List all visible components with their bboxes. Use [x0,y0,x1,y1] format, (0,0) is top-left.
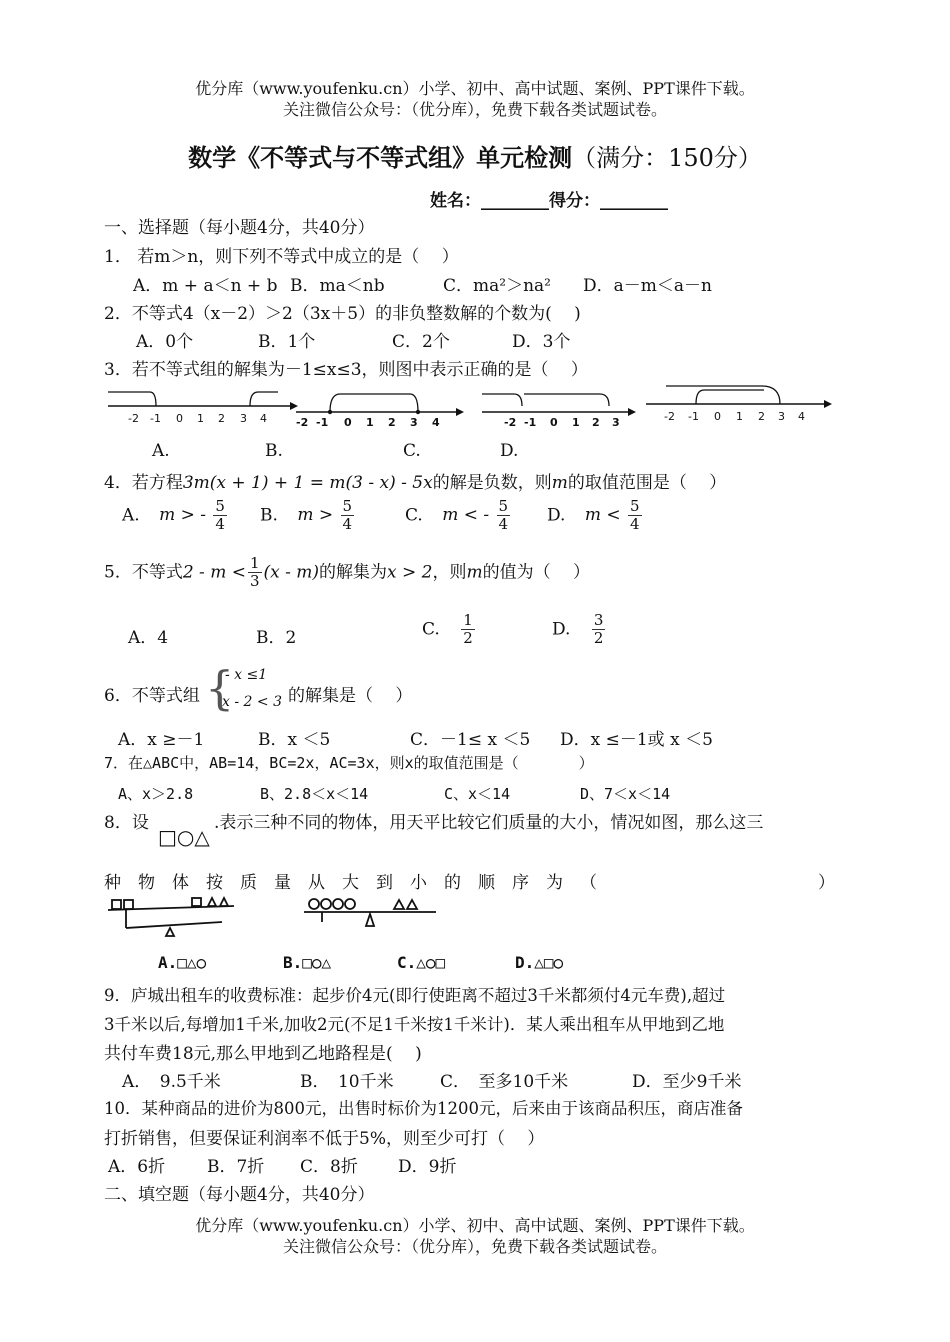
tick-d-6: 3 [778,410,785,423]
q5-option-d-label: D. [552,619,571,640]
q6-brace: { [205,661,235,715]
q10-line-1: 10．某种商品的进价为800元，出售时标价为1200元，后来由于该商品积压，商店准备 [104,1099,743,1118]
q1-stem: 1． 若m＞n，则下列不等式中成立的是（ ） [104,247,459,267]
tick-d-5: 2 [758,410,765,423]
square-icon [124,900,133,909]
q7-option-c: C、x＜14 [444,785,511,803]
q4-option-c-label: C. [405,505,423,526]
circle-icon [333,899,343,909]
q5-lhs: 2 - m < [182,562,246,583]
circle-icon [309,899,319,909]
q4-option-a [122,498,229,534]
q1-option-c: C．ma²＞na² [443,276,551,296]
q7-option-d: D、7＜x＜14 [580,785,671,803]
q5-rhs: (x - m) [263,562,320,583]
q6-option-c: C．－1≤ x ＜5 [410,730,531,750]
q5-option-d [552,612,607,648]
triangle-icon [220,898,228,906]
tick-d-2: -1 [688,410,699,423]
q5-d-num: 3 [593,611,604,629]
balance-left-arm [126,922,222,928]
q9-line-2: 3千米以后,每增加1千米,加收2元(不足1千米按1千米计)．某人乘出租车从甲地到乙地 [104,1015,725,1034]
q4-option-a-label: A. [122,505,140,526]
q1-option-a: A．m + a＜n + b [133,276,278,296]
q5-frac [248,555,262,591]
number-line-c [482,394,636,429]
q3-option-d: D. [500,441,519,461]
tick-d-4: 1 [736,410,743,423]
q5-option-c [422,612,477,648]
q4-option-b [260,498,356,534]
q4-stem-b: 的解是负数，则 [432,473,552,493]
q5-d-den: 2 [593,629,604,648]
section-1-heading: 一、选择题（每小题4分，共40分） [104,218,375,238]
q4-a-den: 4 [215,515,225,534]
q5-c-den: 2 [463,629,473,648]
q3-stem: 3．若不等式组的解集为－1≤x≤3，则图中表示正确的是（ ） [104,360,588,380]
q2-option-d: D．3个 [512,332,571,352]
q6-inequality-2: x - 2 < 3 [222,694,282,710]
q9-line-3: 共付车费18元,那么甲地到乙地路程是( ) [104,1044,422,1064]
q8-stem-c: 种物体按质量从大到小的顺序为（ ） [104,873,852,893]
number-line-d [646,386,832,423]
q9-option-c: C． 至多10千米 [440,1072,569,1092]
q4-b-num: 5 [342,497,353,515]
q10-option-b: B．7折 [207,1157,265,1177]
balance-right [304,899,436,926]
triangle-icon [407,900,417,909]
footer-line-1: 优分库（www.youfenku.cn）小学、初中、高中试题、案例、PPT课件下载。 [195,1216,755,1235]
tick-c-4: 1 [572,416,580,429]
q4-option-b-frac [341,498,355,534]
number-line-b [296,394,464,429]
q9-option-b: B． 10千米 [300,1072,394,1092]
q4-option-c-frac [497,498,511,534]
title-main: 数学《不等式与不等式组》单元检测 [188,143,573,172]
q4-option-d-label: D. [547,505,566,526]
q5-frac-den: 3 [249,572,260,591]
name-score-line: 姓名：________得分：________ [430,191,668,211]
tick-a-7: 4 [260,412,267,425]
circle-icon [345,899,355,909]
q5-solution: x > 2 [387,562,433,583]
q4-equation: 3m(x + 1) + 1 = m(3 - x) - 5x [182,473,433,493]
q4-c-num: 5 [498,497,509,515]
q9-option-a: A． 9.5千米 [122,1072,221,1092]
tick-c-1: -2 [504,416,517,429]
title-score: （满分：150分） [572,144,762,172]
ticks-a [128,412,267,425]
header-line-2: 关注微信公众号：（优分库），免费下载各类试题试卷。 [282,100,667,119]
q4-b-den: 4 [342,515,353,534]
q8-option-c: C.△○□ [397,953,446,972]
q6-option-d: D．x ≤－1或 x ＜5 [560,730,713,750]
tick-b-1: -2 [296,416,309,429]
q8-stem-b: .表示三种不同的物体，用天平比较它们质量的大小，情况如图，那么这三 [214,813,764,833]
q4-c-den: 4 [498,515,509,534]
q2-option-b: B．1个 [258,332,316,352]
tick-b-7: 4 [432,416,440,429]
q5-option-c-label: C. [422,619,440,640]
ticks-b [296,416,440,429]
q4-option-c-expr: m < - [442,505,490,526]
square-icon [112,900,121,909]
q2-option-a: A．0个 [136,332,194,352]
q8-stem-a: 8．设 [104,813,149,833]
tick-b-4: 1 [366,416,374,429]
circle-icon [321,899,331,909]
q5-c-num: 1 [463,611,473,629]
q4-var: m [551,473,568,493]
tick-d-3: 0 [714,410,721,423]
q10-option-a: A．6折 [108,1157,166,1177]
q5-stem-c: ，则 [432,562,467,583]
q8-shapes: □○△ [158,825,210,849]
tick-b-5: 2 [388,416,396,429]
q6-stem-a: 6．不等式组 [104,686,200,706]
tick-a-6: 3 [240,412,247,425]
ticks-d [664,410,805,423]
tick-a-1: -2 [128,412,139,425]
q6-stem-b: 的解集是（ ） [288,686,413,706]
q7-option-a: A、x＞2.8 [118,785,194,803]
tick-c-6: 3 [612,416,620,429]
q1-option-b: B．ma＜nb [290,276,385,296]
q6-option-a: A．x ≥－1 [118,730,205,750]
q4-stem [104,468,726,493]
q4-option-d-frac [628,498,642,534]
q5-stem [104,555,590,591]
tick-d-1: -2 [664,410,675,423]
q4-option-b-expr: m > [297,505,334,526]
fulcrum-icon [366,914,374,926]
tick-a-5: 2 [218,412,225,425]
fulcrum-icon [166,928,174,936]
tick-c-2: -1 [524,416,537,429]
q5-stem-d: 的值为（ ） [482,562,591,583]
tick-b-6: 3 [410,416,418,429]
section-2-heading: 二、填空题（每小题4分，共40分） [104,1185,375,1205]
tick-a-4: 1 [197,412,204,425]
q4-stem-c: 的取值范围是（ ） [567,473,727,493]
q4-option-a-expr: m > - [159,505,207,526]
footer-line-2: 关注微信公众号：（优分库），免费下载各类试题试卷。 [282,1237,667,1256]
triangle-icon [394,900,404,909]
q4-option-c [405,498,512,534]
q8-option-b: B.□○△ [283,953,332,972]
q8-option-d: D.△□○ [515,953,564,972]
q10-line-2: 打折销售，但要保证利润率不低于5%，则至少可打（ ） [104,1129,545,1149]
ticks-c [504,416,620,429]
tick-b-2: -1 [316,416,329,429]
q3-number-lines [104,380,844,432]
q4-option-d [547,498,644,534]
square-icon [192,898,201,906]
q7-stem: 7．在△ABC中，AB=14，BC=2x，AC=3x，则x的取值范围是（ ） [104,754,594,772]
q9-option-d: D．至少9千米 [632,1072,742,1092]
q3-option-b: B. [265,441,283,461]
q4-option-b-label: B. [260,505,278,526]
q5-var: m [466,562,483,583]
q1-option-d: D．a－m＜a－n [583,276,712,296]
tick-c-3: 0 [550,416,558,429]
q4-option-a-frac [213,498,227,534]
q5-option-a: A．4 [128,628,169,648]
tick-a-3: 0 [176,412,183,425]
tick-a-2: -1 [150,412,161,425]
tick-d-7: 4 [798,410,805,423]
q5-option-b: B．2 [256,628,297,648]
q2-stem: 2．不等式4（x－2）＞2（3x＋5）的非负整数解的个数为( ) [104,304,581,324]
q10-option-d: D．9折 [398,1157,457,1177]
q7-option-b: B、2.8＜x＜14 [260,785,369,803]
q3-option-c: C. [403,441,421,461]
q4-d-den: 4 [630,515,640,534]
q5-frac-num: 1 [249,554,260,572]
q9-line-1: 9．庐城出租车的收费标准：起步价4元(即行使距离不超过3千米都须付4元车费),超过 [104,986,726,1005]
q4-stem-a: 4．若方程 [104,473,183,493]
q5-option-c-frac [461,612,475,648]
q4-d-num: 5 [630,497,640,515]
page-title [0,138,950,173]
q6-inequality-1: - x ≤1 [225,667,268,683]
tick-b-3: 0 [344,416,352,429]
tick-c-5: 2 [592,416,600,429]
q8-balance-figures [104,892,444,942]
q2-option-c: C．2个 [392,332,450,352]
triangle-icon [208,898,216,906]
q6-option-b: B．x ＜5 [258,730,331,750]
q10-option-c: C．8折 [300,1157,358,1177]
number-line-a [108,392,298,425]
q5-option-d-frac [592,612,606,648]
q4-a-num: 5 [215,497,225,515]
header-line-1: 优分库（www.youfenku.cn）小学、初中、高中试题、案例、PPT课件下载。 [195,79,755,98]
q5-stem-a: 5．不等式 [104,562,183,583]
q5-stem-b: 的解集为 [319,562,388,583]
balance-left [108,898,234,936]
q3-option-a: A. [152,441,170,461]
q4-option-d-expr: m < [584,505,621,526]
q8-option-a: A.□△○ [158,953,207,972]
